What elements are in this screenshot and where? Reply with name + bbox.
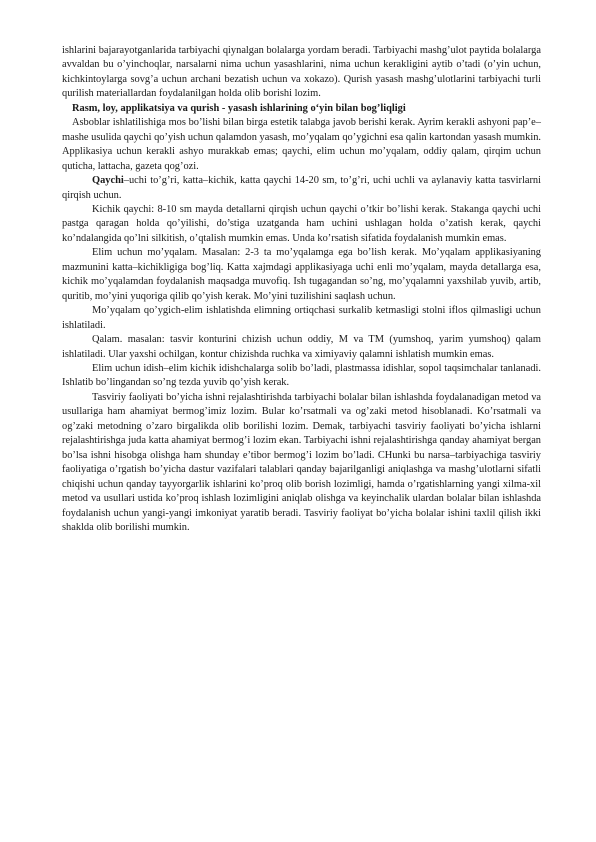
- paragraph-glue-brush: Elim uchun mo’yqalam. Masalan: 2-3 ta mo’yqalamga ega bo’lish kerak. Mo’yqalam applikasiyaning mazmunini katta–kichikligiga bog’liq. Katta xajmdagi applikasiyaga uchi enli mo’yqalam, mayda detallarga esa, kichik mo’yqalamdan foydalanish maqsadga muvofiq. Ish tugagandan so’ng, mo’yqalamni yaxshilab yuvib, artib, quritib, mo’yini yuqoriga qilib qo’yish kerak. Mo’yini tuzilishini saqlash uchun.: [62, 247, 541, 302]
- paragraph-scissors-text: –uchi to’g’ri, katta–kichik, katta qaychi 14-20 sm, to’g’ri, uchi uchli va aylanaviy katta tasvirlarni qirqish uchun.: [62, 175, 541, 201]
- paragraph-glue-container: Elim uchun idish–elim kichik idishchalarga solib bo’ladi, plastmassa idishlar, sopol taqsimchalar tanlanadi. Ishlatib bo’lingandan so’ng tezda yuvib qo’yish kerak.: [62, 362, 541, 389]
- paragraph-tools: Asboblar ishlatilishiga mos bo’lishi bilan birga estetik talabga javob berishi kerak. Ayrim kerakli ashyoni pap’e–mashe usulida qaychi qo’yish uchun qalamdon yasash, mo’yqalam qo’ygichni esa qalin kartondan yasash mumkin. Applikasiya uchun kerakli ashyo murakkab emas; qaychi, elim uchun mo’yqalam, oddiy qalam, qirqim uchun quticha, lattacha, gazeta qog’ozi.: [62, 117, 541, 172]
- paragraph-pencil: Qalam. masalan: tasvir konturini chizish uchun oddiy, M va TM (yumshoq, yarim yumshoq) qalam ishlatiladi. Ular yaxshi ochilgan, kontur chizishda ruchka va ximiyaviy qalamni ishlatish mumkin emas.: [62, 334, 541, 360]
- paragraph-scissors: [62, 174, 541, 203]
- paragraph-planning: Tasviriy faoliyati bo’yicha ishni rejalashtirishda tarbiyachi bolalar bilan ishlashda foydalanadigan metod va usullariga ham ahamiyat bermog’imiz lozim. Bular ko’rsatmali va og’zaki metod hisoblanadi. Ko’rsatmali va og’zaki metodning o’zaro birgalikda olib borilishi lozim. Demak, tarbiyachi tasviriy faoliyati bo’yicha ishlarni rejalashtirishga juda katta ahamiyat bermog’i lozim ekan. Tarbiyachi ishni rejalashtirishga qanday ahamiyat bergan bo’lsa ishni hisobga olishga ham shunday e’tibor bermog’i lozim bo’ladi. CHunki bu narsa–tarbiyachiga tasviriy faoliyatiga o’rgatish bo’yicha dastur vazifalari talablari qanday bajarilganligi aniqlashga va mashg’ulotlarni sifatli chiqishi uchun qanday tayyorgarlik ishlarini ko’proq olib borish lozimligi, hamda o’rgatishlarning yangi xilma-xil metod va usullari ustida ko’proq ishlash lozimligini aniqlab olishga va keyinchalik ulardan bolalar bilan ishlashda foydalanish uchun yangi-yangi imkoniyat yaratib beradi. Tasviriy faoliyat bo’yicha bolalar ishini taxlil qilish ikki shaklda olib borilishi mumkin.: [62, 391, 541, 533]
- term-scissors: Qaychi: [92, 175, 124, 187]
- document-page: [62, 44, 541, 535]
- section-heading: Rasm, loy, applikatsiya va qurish - yasash ishlarining o‘yin bilan bog’liqligi: [72, 102, 406, 114]
- paragraph-intro: ishlarini bajarayotganlarida tarbiyachi qiynalgan bolalarga yordam beradi. Tarbiyachi mashg’ulot paytida bolalarga avvaldan bu o’yinchoqlar, narsalarni nima uchun yasashlarini, nima uchun kerakligini aytib o’tadi (o’yin uchun, kichkintoylarga sovg’a uchun archani bezatish uchun va xokazo). Qurish yasash mashg’ulotlarini tarbiyachi turli qurilish materiallardan foydalanilgan holda olib borishi lozim.: [62, 45, 541, 100]
- paragraph-brush-holder: Mo’yqalam qo’ygich-elim ishlatishda elimning ortiqchasi surkalib ketmasligi stolni iflos qilmasligi uchun ishlatiladi.: [62, 305, 541, 331]
- paragraph-small-scissors: Kichik qaychi: 8-10 sm mayda detallarni qirqish uchun qaychi o’tkir bo’lishi kerak. Stakanga qaychi uchi pastga qaragan holda qo’yilishi, do’stiga uzatganda ham uchini ushlagan holda o’zatish kerak, qaychi ko’ndalangida qo’lni silkitish, o’qtalish mumkin emas. Unda ko’rsatish sifatida foydalanish mumkin emas.: [62, 203, 541, 244]
